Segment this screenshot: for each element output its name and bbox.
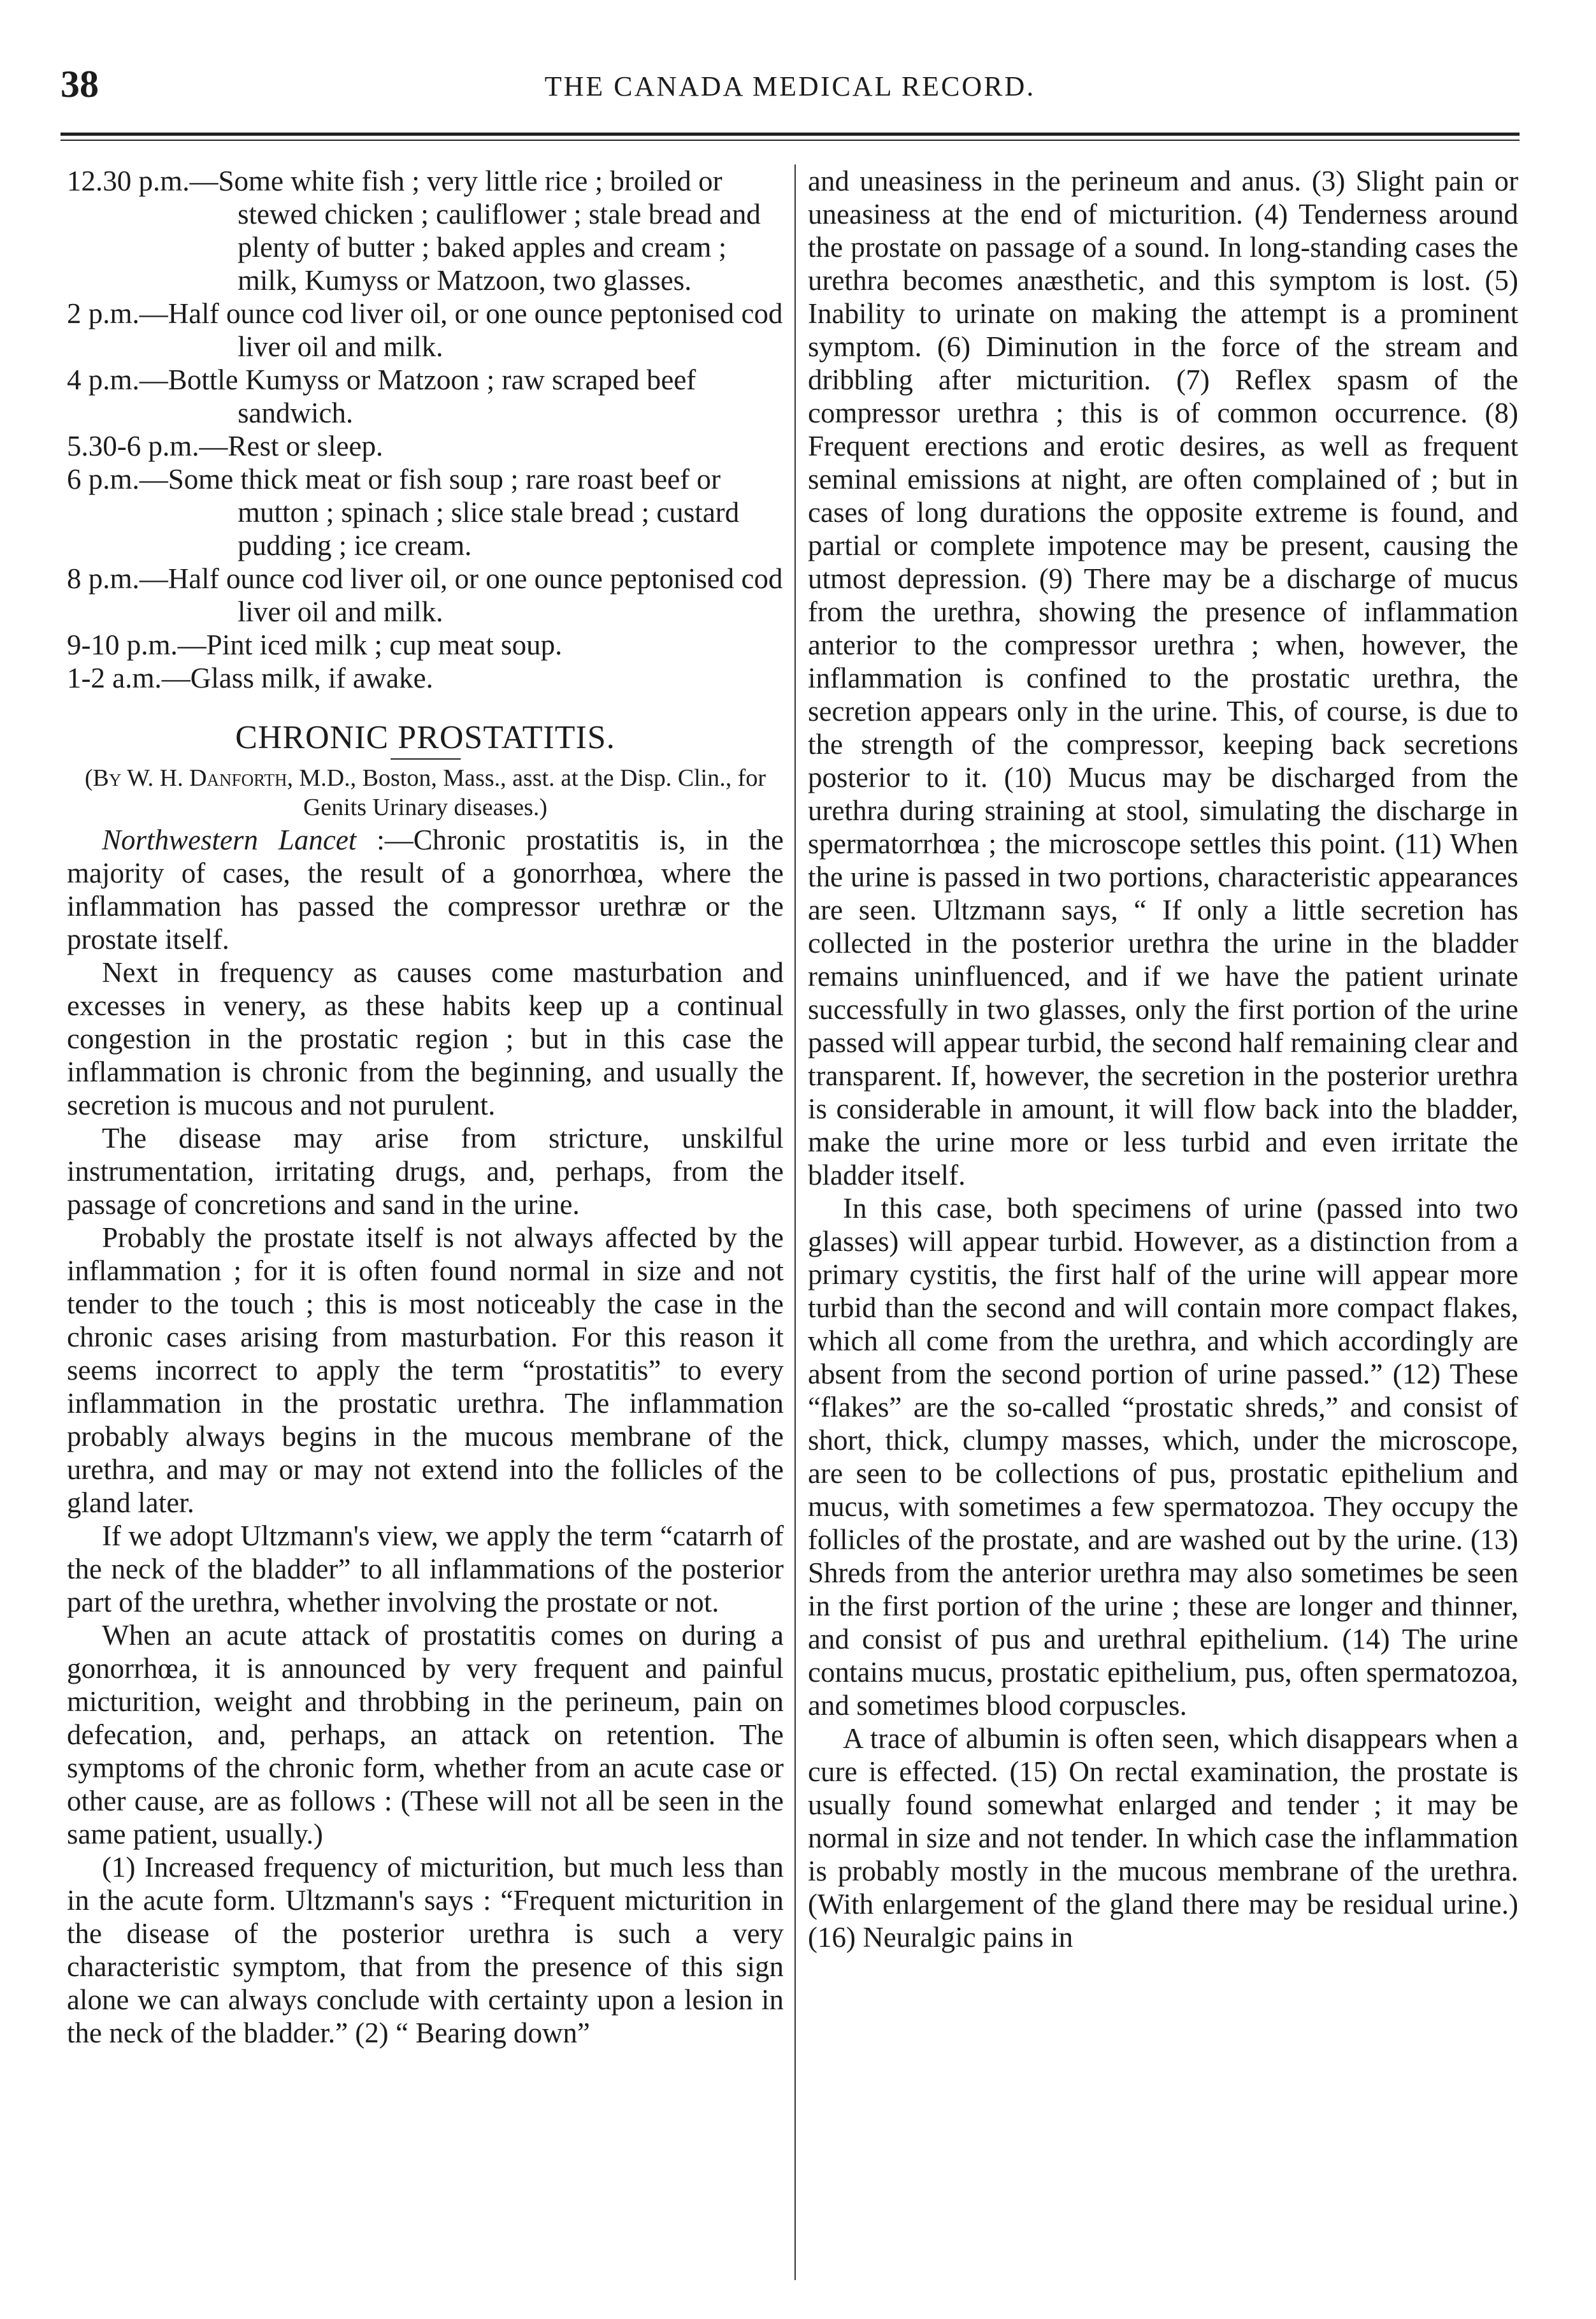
schedule-text: —Bottle Kumyss or Matzoon ; raw scraped beef sandwich. (139, 364, 696, 429)
body-paragraph: Probably the prostate itself is not always affected by the inflammation ; for it is often found normal in size and not tender to the touch ; this is most noticeably the case in the chronic cases arising from masturbation. For this reason it seems incorrect to apply the term “prostatitis” to every inflammation in the prostatic urethra. The inflammation probably always begins in the mucous membrane of the urethra, and may or may not extend into the follicles of the gland later. (67, 1222, 784, 1519)
lead-text: :—Chronic prostatitis is, in the majority of cases, the result of a gonorrhœa, where the inflammation has passed the compressor urethræ or the prostate itself. (67, 824, 784, 955)
schedule-time: 4 p.m. (67, 364, 140, 396)
column-divider (794, 164, 796, 2280)
article-title: CHRONIC PROSTATITIS. (235, 719, 615, 756)
schedule-entry (67, 661, 784, 695)
body-paragraph: Next in frequency as causes come masturbation and excesses in venery, as these habits keep up a continual congestion in the prostatic region ; but in this case the inflammation is chronic from the beginning, and usually the secretion is mucous and not purulent. (67, 957, 784, 1121)
schedule-time: 8 p.m. (67, 563, 140, 595)
article-byline (67, 763, 784, 822)
schedule-entry (67, 164, 784, 297)
source-journal: Northwestern Lancet (102, 824, 357, 856)
schedule-entry (67, 628, 784, 661)
header-rules (61, 133, 1520, 149)
schedule-text: —Some white fish ; very little rice ; broiled or stewed chicken ; cauliflower ; stale bread and plenty of butter ; baked apples and cream ; milk, Kumyss or Matzoon, two glasses. (189, 165, 761, 296)
left-column (67, 164, 784, 2049)
schedule-time: 6 p.m. (67, 463, 140, 495)
byline-author: (By W. H. Danforth, M.D., (84, 765, 357, 791)
header-rule-thin (61, 140, 1520, 141)
body-paragraph: (1) Increased frequency of micturition, but much less than in the acute form. Ultzmann's says : “Frequent micturition in the disease of the posterior urethra is such a very characteristic symptom, that from the presence of this sign alone we can always conclude with certainty upon a lesion in the neck of the bladder.” (2) “ Bearing down” (67, 1851, 784, 2049)
right-column (808, 164, 1518, 1954)
schedule-time: 2 p.m. (67, 298, 140, 329)
schedule-time: 9-10 p.m. (67, 629, 178, 661)
body-paragraph: The disease may arise from stricture, unskilful instrumentation, irritating drugs, and, perhaps, from the passage of concretions and sand in the urine. (67, 1122, 784, 1220)
schedule-time: 12.30 p.m. (67, 165, 190, 197)
schedule-entry (67, 363, 784, 430)
title-rule (391, 758, 461, 760)
schedule-text: —Rest or sleep. (199, 430, 384, 462)
schedule-entry (67, 430, 784, 463)
header-rule-thick (61, 133, 1520, 136)
schedule-text: —Half ounce cod liver oil, or one ounce peptonised cod liver oil and milk. (139, 563, 783, 628)
schedule-time: 5.30-6 p.m. (67, 430, 199, 462)
body-paragraph: In this case, both specimens of urine (passed into two glasses) will appear turbid. However, as a distinction from a primary cystitis, the first half of the urine will appear more turbid than the second and will contain more compact flakes, which all come from the urethra, and which accordingly are absent from the second portion of urine passed.” (12) These “flakes” are the so-called “prostatic shreds,” and consist of short, thick, clumpy masses, which, under the microscope, are seen to be collections of pus, prostatic epithelium and mucus, with sometimes a few spermatozoa. They occupy the follicles of the prostate, and are washed out by the urine. (13) Shreds from the anterior urethra may also sometimes be seen in the first portion of the urine ; these are longer and thinner, and consist of pus and urethral epithelium. (14) The urine contains mucus, prostatic epithelium, pus, often spermatozoa, and sometimes blood corpuscles. (808, 1192, 1518, 1721)
diet-schedule (67, 164, 784, 695)
schedule-text: —Some thick meat or fish soup ; rare roast beef or mutton ; spinach ; slice stale bread ; custard pudding ; ice cream. (139, 463, 740, 561)
lead-paragraph (67, 823, 784, 956)
body-paragraph: and uneasiness in the perineum and anus. (3) Slight pain or uneasiness at the end of micturition. (4) Tenderness around the prostate on passage of a sound. In long-standing cases the urethra becomes anæsthetic, and this symptom is lost. (5) Inability to urinate on making the attempt is a prominent symptom. (6) Diminution in the force of the stream and dribbling after micturition. (7) Reflex spasm of the compressor urethra ; this is of common occurrence. (8) Frequent erections and erotic desires, as well as frequent seminal emissions at night, are often complained of ; but in cases of long durations the opposite extreme is found, and partial or complete impotence may be present, causing the utmost depression. (9) There may be a discharge of mucus from the urethra, showing the presence of inflammation anterior to the compressor urethra ; when, however, the inflammation is confined to the prostatic urethra, the secretion appears only in the urine. This, of course, is due to the strength of the compressor, keeping back secretions posterior to it. (10) Mucus may be discharged from the urethra during straining at stool, simulating the discharge in spermatorrhœa ; the microscope settles this point. (11) When the urine is passed in two portions, characteristic appearances are seen. Ultzmann says, “ If only a little secretion has collected in the posterior urethra the urine in the bladder remains uninfluenced, and if we have the patient urinate successfully in two glasses, only the first portion of the urine passed will appear turbid, the second half remaining clear and transparent. If, however, the secretion in the posterior urethra is considerable in amount, it will flow back into the bladder, make the urine more or less turbid and even irritate the bladder itself. (808, 165, 1518, 1191)
byline-affiliation: Boston, Mass., asst. at the Disp. Clin., for Genits Urinary diseases.) (303, 765, 766, 821)
schedule-text: —Half ounce cod liver oil, or one ounce peptonised cod liver oil and milk. (139, 298, 783, 363)
schedule-entry (67, 463, 784, 562)
schedule-time: 1-2 a.m. (67, 662, 162, 694)
schedule-entry (67, 297, 784, 363)
schedule-text: —Pint iced milk ; cup meat soup. (177, 629, 563, 661)
schedule-entry (67, 562, 784, 628)
schedule-text: —Glass milk, if awake. (161, 662, 433, 694)
body-paragraph: A trace of albumin is often seen, which disappears when a cure is effected. (15) On rectal examination, the prostate is usually found somewhat enlarged and tender ; it may be normal in size and not tender. In which case the inflammation is probably mostly in the mucous membrane of the urethra. (With enlargement of the gland there may be residual urine.) (16) Neuralgic pains in (808, 1723, 1518, 1953)
body-paragraph: When an acute attack of prostatitis comes on during a gonorrhœa, it is announced by very frequent and painful micturition, weight and throbbing in the perineum, pain on defecation, and, perhaps, an attack on retention. The symptoms of the chronic form, whether from an acute case or other cause, are as follows : (These will not all be seen in the same patient, usually.) (67, 1619, 784, 1850)
running-title: THE CANADA MEDICAL RECORD. (544, 71, 1036, 102)
body-paragraph: If we adopt Ultzmann's view, we apply the term “catarrh of the neck of the bladder” to all inflammations of the posterior part of the urethra, whether involving the prostate or not. (67, 1520, 784, 1618)
page-number: 38 (61, 63, 99, 105)
page-header (61, 62, 1520, 120)
